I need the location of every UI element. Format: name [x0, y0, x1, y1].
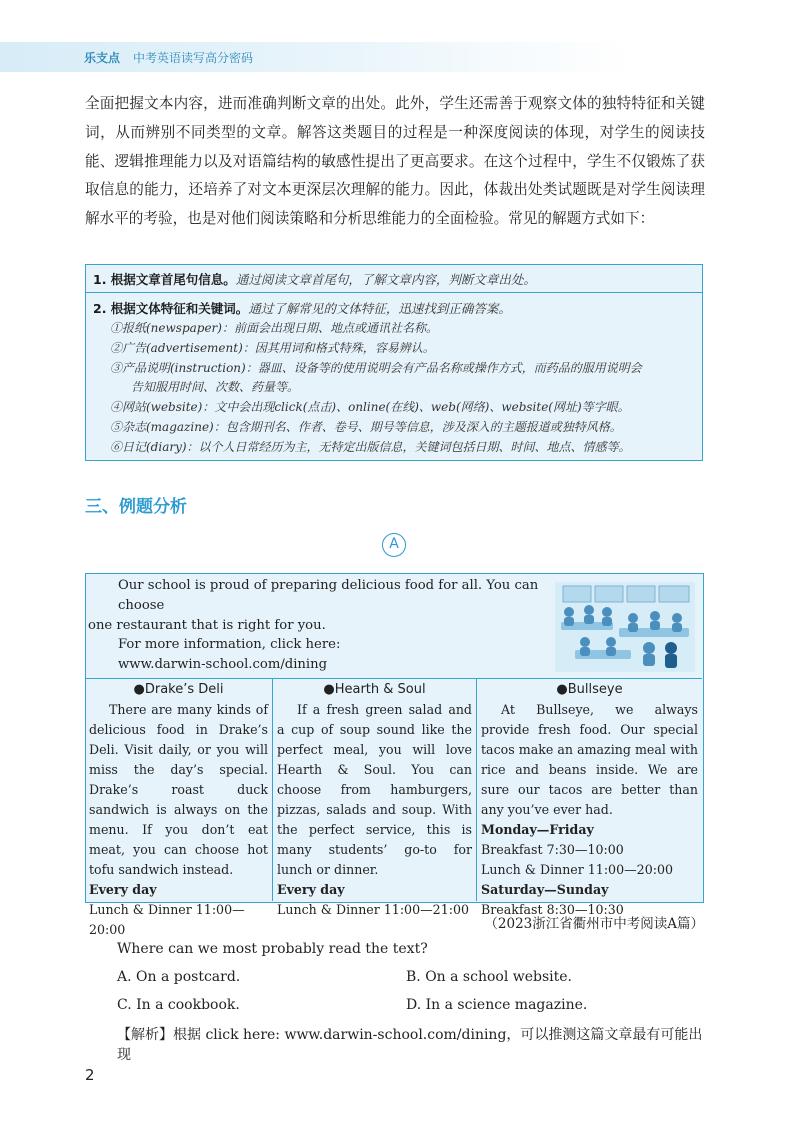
ad-intro-line-3: For more information, click here: — [118, 637, 341, 653]
hours-value: Breakfast 8:30—10:30 — [481, 902, 624, 917]
method-box — [85, 264, 703, 461]
hours-value: Breakfast 7:30—10:00 — [481, 842, 624, 857]
hours-label: Every day — [277, 882, 345, 897]
analysis-text: 【解析】根据 click here: www.darwin-school.com/dining，可以推测这篇文章最有可能出现 — [117, 1027, 703, 1063]
ad-intro-line-1: Our school is proud of preparing delicious food for all. You can choose — [118, 578, 539, 613]
method-item-instruction-cont: 告知服用时间、次数、药量等。 — [131, 380, 300, 395]
hours-value: Lunch & Dinner 11:00—20:00 — [89, 902, 245, 937]
restaurant-bullseye — [477, 678, 702, 917]
method-1-body: 通过阅读文章首尾句，了解文章内容，判断文章出处。 — [235, 272, 536, 287]
hours-label: Monday—Friday — [481, 822, 594, 837]
restaurant-hearth-soul — [273, 678, 477, 917]
hours-label: Every day — [89, 882, 157, 897]
passage-label: A — [382, 533, 406, 557]
restaurant-title: ●Hearth & Soul — [323, 682, 426, 697]
method-1-heading: 1. 根据文章首尾句信息。 — [93, 272, 236, 287]
method-2-body: 通过了解常见的文体特征，迅速找到正确答案。 — [248, 301, 511, 316]
hours-label: Saturday—Sunday — [481, 882, 609, 897]
source-citation: （2023浙江省衢州市中考阅读A篇） — [484, 916, 704, 932]
hours-value: Lunch & Dinner 11:00—21:00 — [277, 902, 469, 917]
brand-label: 乐支点 — [84, 51, 121, 65]
restaurant-description: At Bullseye, we always provide fresh food. Our special tacos make an amazing meal with rice and beans inside. We are sure our tacos are better than any you’ve ever had. — [481, 702, 698, 817]
method-2-heading: 2. 根据文体特征和关键词。 — [93, 301, 249, 316]
method-item-website: ④网站(website)：文中会出现click(点击)、online(在线)、web(网络)、website(网址)等字眼。 — [110, 400, 630, 415]
ad-intro — [86, 574, 702, 679]
method-item-magazine: ⑤杂志(magazine)：包含期刊名、作者、卷号、期号等信息，涉及深入的主题报道或独特风格。 — [110, 419, 622, 434]
option-a: A. On a postcard. — [117, 969, 241, 985]
option-b: B. On a school website. — [406, 969, 573, 985]
method-item-diary: ⑥日记(diary)：以个人日常经历为主，无特定出版信息，关键词包括日期、时间、地点、情感等。 — [110, 439, 631, 454]
restaurant-title: ●Drake’s Deli — [133, 682, 224, 697]
method-item-instruction: ③产品说明(instruction)：器皿、设备等的使用说明会有产品名称或操作方式，而药品的服用说明会 — [110, 360, 642, 375]
restaurant-description: There are many kinds of delicious food in Drake’s Deli. Visit daily, or you will miss the day’s special. Drake’s roast duck sandwich is always on the menu. If you don’t eat meat, you can choose hot tofu sandwich instead. — [89, 702, 268, 877]
series-title: 中考英语读写高分密码 — [133, 51, 254, 65]
restaurant-description: If a fresh green salad and a cup of soup sound like the perfect meal, you will love Hearth & Soul. You can choose from hamburgers, pizzas, salads and soup. With the perfect service, this is many students’ go-to for lunch or dinner. — [277, 702, 472, 877]
method-item-newspaper: ①报纸(newspaper)：前面会出现日期、地点或通讯社名称。 — [110, 321, 438, 335]
section-title: 三、例题分析 — [85, 497, 187, 517]
restaurant-title: ●Bullseye — [556, 682, 623, 697]
method-item-advertisement: ②广告(advertisement)：因其用词和格式特殊，容易辨认。 — [110, 340, 435, 355]
restaurant-drakes-deli — [86, 678, 273, 937]
option-d: D. In a science magazine. — [406, 997, 588, 1013]
hours-value: Lunch & Dinner 11:00—20:00 — [481, 862, 673, 877]
method-2 — [86, 293, 702, 458]
ad-intro-line-2: one restaurant that is right for you. — [88, 617, 326, 633]
intro-paragraph: 全面把握文本内容，进而准确判断文章的出处。此外，学生还需善于观察文体的独特特征和关键词，从而辨别不同类型的文章。解答这类题目的过程是一种深度阅读的体现，对学生的阅读技能、逻辑推理能力以及对语篇结构的敏感性提出了更高要求。在这个过程中，学生不仅锻炼了获取信息的能力，还培养了对文本更深层次理解的能力。因此，体裁出处类试题既是对学生阅读理解水平的考验，也是对他们阅读策略和分析思维能力的全面检验。常见的解题方式如下： — [85, 95, 705, 228]
ad-url: www.darwin-school.com/dining — [118, 657, 328, 673]
method-1 — [86, 265, 702, 293]
page-header — [0, 42, 790, 72]
page-number: 2 — [85, 1066, 95, 1084]
option-c: C. In a cookbook. — [117, 997, 240, 1013]
question-text: Where can we most probably read the text? — [117, 941, 428, 957]
cafeteria-illustration — [555, 582, 695, 672]
